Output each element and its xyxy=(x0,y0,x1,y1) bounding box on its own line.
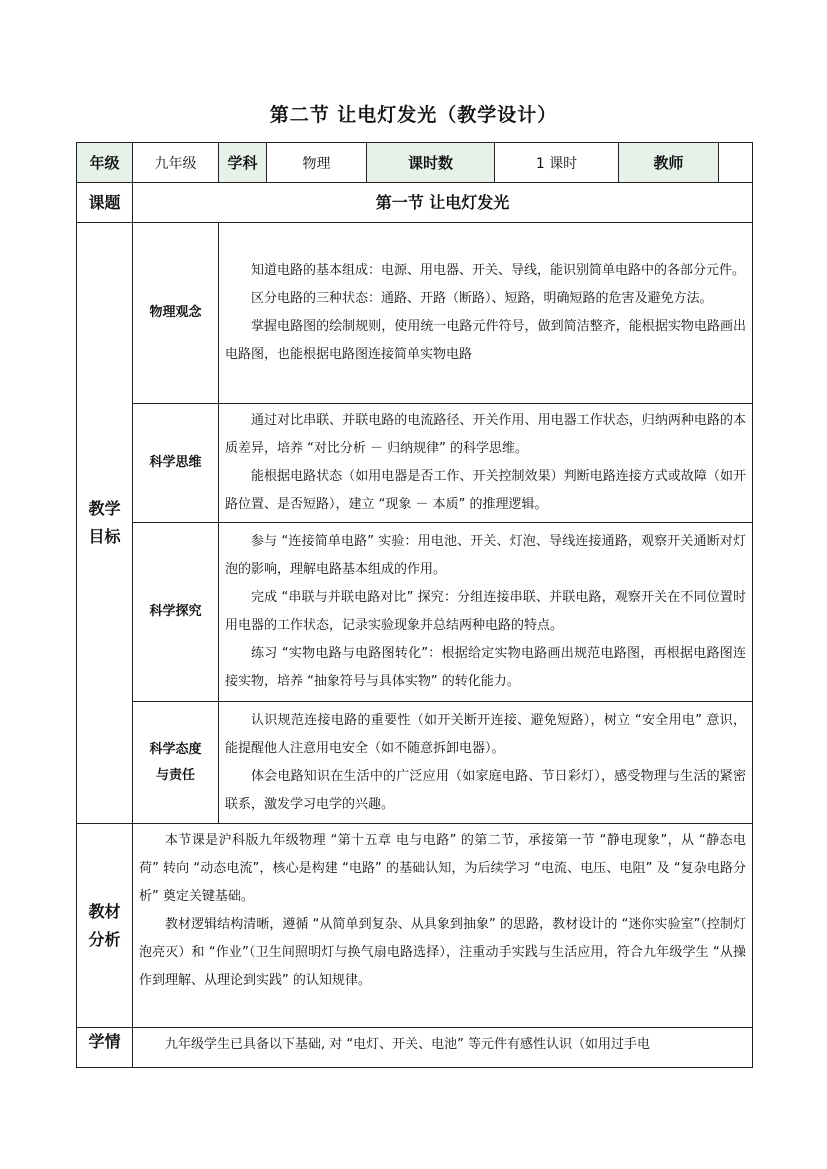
goal-paragraph: 认识规范连接电路的重要性（如开关断开连接、避免短路），树立 “安全用电” 意识，能提醒他人注意用电安全（如不随意拆卸电器）。 xyxy=(225,712,746,756)
topic-value: 第一节 让电灯发光 xyxy=(133,183,753,223)
goal-name xyxy=(133,702,219,824)
goal-row-inquiry xyxy=(77,523,753,702)
goals-label-line2: 目标 xyxy=(88,527,121,546)
goal-row-thinking xyxy=(77,404,753,523)
goal-row-physics xyxy=(77,223,753,404)
learning-row xyxy=(77,1028,753,1068)
goal-name: 科学探究 xyxy=(133,523,219,702)
subject-value: 物理 xyxy=(267,143,367,183)
analysis-label xyxy=(77,824,133,1028)
subject-label: 学科 xyxy=(219,143,267,183)
goal-paragraph: 能根据电路状态（如用电器是否工作、开关控制效果）判断电路连接方式或故障（如开路位置、是否短路），建立 “现象 － 本质” 的推理逻辑。 xyxy=(225,469,746,512)
hours-label: 课时数 xyxy=(367,143,495,183)
learning-content xyxy=(133,1028,753,1068)
page-title: 第二节 让电灯发光（教学设计） xyxy=(269,104,558,126)
goal-paragraph: 练习 “实物电路与电路图转化”：根据给定实物电路画出规范电路图，再根据电路图连接实物，培养 “抽象符号与具体实物” 的转化能力。 xyxy=(225,646,746,689)
hours-value: 1 课时 xyxy=(495,143,619,183)
learning-paragraph: 九年级学生已具备以下基础, 对 “电灯、开关、电池” 等元件有感性认识（如用过手电 xyxy=(165,1037,650,1052)
goal-paragraph: 知道电路的基本组成：电源、用电器、开关、导线，能识别简单电路中的各部分元件。 xyxy=(251,263,746,278)
teacher-value xyxy=(719,143,753,183)
analysis-row xyxy=(77,824,753,1028)
analysis-paragraph: 本节课是沪科版九年级物理 “第十五章 电与电路” 的第二节，承接第一节 “静电现象”，从 “静态电荷” 转向 “动态电流”，核心是构建 “电路” 的基础认知，为后续学习 “电流、电压、电阻” 及 “复杂电路分析” 奠定关键基础。 xyxy=(139,833,746,904)
analysis-label-line1: 教材 xyxy=(88,901,121,921)
goal-row-attitude xyxy=(77,702,753,824)
grade-label: 年级 xyxy=(77,143,133,183)
goal-name-line1: 科学态度 xyxy=(149,741,202,757)
goal-paragraph: 参与 “连接简单电路” 实验：用电池、开关、灯泡、导线连接通路，观察开关通断对灯泡的影响，理解电路基本组成的作用。 xyxy=(225,534,746,577)
analysis-label-line2: 分析 xyxy=(88,929,121,949)
teacher-label: 教师 xyxy=(619,143,719,183)
info-row xyxy=(77,143,753,183)
goal-name-line2: 与责任 xyxy=(155,767,195,783)
goals-label xyxy=(77,223,133,824)
goal-paragraph: 区分电路的三种状态：通路、开路（断路）、短路，明确短路的危害及避免方法。 xyxy=(251,291,713,306)
goal-content xyxy=(219,223,753,404)
goal-paragraph: 通过对比串联、并联电路的电流路径、开关作用、用电器工作状态，归纳两种电路的本质差异，培养 “对比分析 － 归纳规律” 的科学思维。 xyxy=(225,413,746,456)
analysis-paragraph: 教材逻辑结构清晰，遵循 “从简单到复杂、从具象到抽象” 的思路，教材设计的 “迷你实验室”（控制灯泡亮灭）和 “作业”（卫生间照明灯与换气扇电路选择），注重动手实践与生活应用，符合九年级学生 “从操作到理解、从理论到实践” 的认知规律。 xyxy=(139,917,746,988)
goal-name: 科学思维 xyxy=(133,404,219,523)
goal-paragraph: 掌握电路图的绘制规则，使用统一电路元件符号，做到简洁整齐，能根据实物电路画出电路图，也能根据电路图连接简单实物电路 xyxy=(225,319,746,362)
topic-row xyxy=(77,183,753,223)
topic-label: 课题 xyxy=(77,183,133,223)
goal-content xyxy=(219,404,753,523)
learning-label: 学情 xyxy=(77,1028,133,1068)
analysis-content xyxy=(133,824,753,1028)
goal-content xyxy=(219,523,753,702)
goals-label-line1: 教学 xyxy=(88,499,121,518)
goal-paragraph: 体会电路知识在生活中的广泛应用（如家庭电路、节日彩灯），感受物理与生活的紧密联系，激发学习电学的兴趣。 xyxy=(225,768,746,812)
grade-value: 九年级 xyxy=(133,143,219,183)
goal-name: 物理观念 xyxy=(133,223,219,404)
goal-paragraph: 完成 “串联与并联电路对比” 探究：分组连接串联、并联电路，观察开关在不同位置时用电器的工作状态，记录实验现象并总结两种电路的特点。 xyxy=(225,590,746,633)
goal-content xyxy=(219,702,753,824)
lesson-plan-table xyxy=(76,142,753,1068)
